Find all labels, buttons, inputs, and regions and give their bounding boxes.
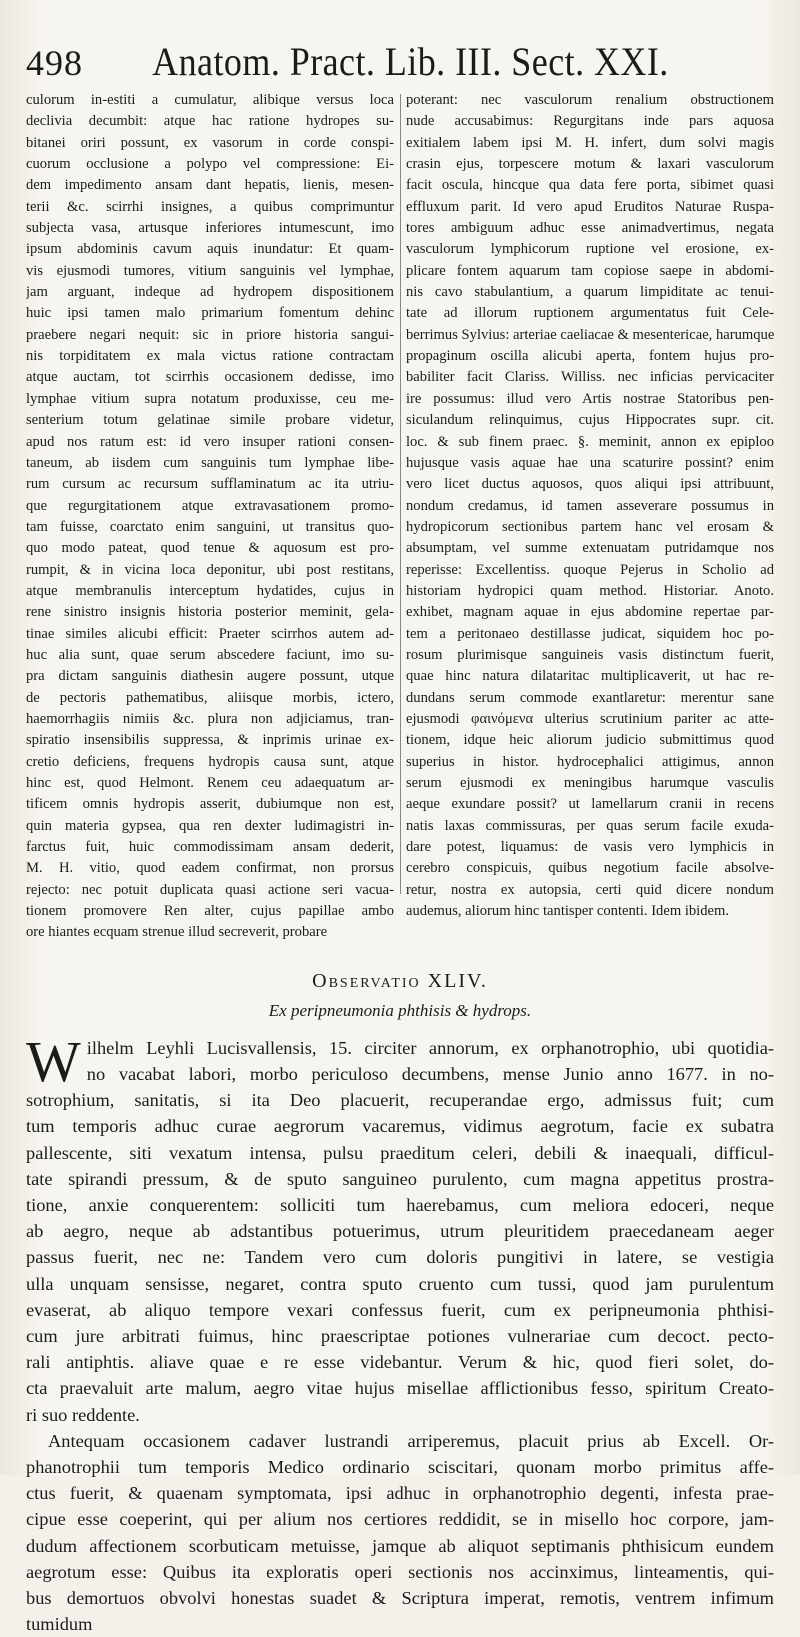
text-line: rene sinistro insignis historia posterior meminit, gela- [26, 604, 394, 621]
text-line: nondum credamus, id tamen asseverare possumus in [406, 497, 774, 514]
text-line: subjecta vasa, artusque inferiores intumescunt, imo [26, 220, 394, 237]
text-line: dudum affectionem scorbuticam metuisse, jamque ab aliquot septimanis phthisicum eundem [26, 1535, 774, 1556]
text-line: terii &c. scirrhi insignes, a quibus comprimuntur [26, 198, 394, 215]
text-line: nis torpiditatem ex mala victus ratione contractam [26, 348, 394, 365]
text-line: propaginum oscilla alicubi aperta, fontem hujus pro- [406, 348, 774, 365]
text-line: bus demortuos obvolvi honestas suadet & Scriptura imperat, remotis, ventrem infimum [26, 1588, 774, 1609]
text-line: hinc est, quod Helmont. Renem ceu adaequatum ar- [26, 775, 394, 791]
text-line: exitialem labem ipsi M. H. infert, dum solvi magis [406, 134, 774, 151]
text-line: absumptam, vel summe extenuatam putridamque nos [406, 540, 774, 557]
text-line: pallescente, siti vexatum intensa, pulsu praeditum celeri, debili & inaequali, difficul- [26, 1142, 774, 1163]
text-line: hydropicorum sectionibus partem hanc vel erosam & [406, 518, 774, 535]
text-line: huic ipsi tamen malo primarium fomentum dehinc [26, 305, 394, 322]
text-line: spiratio insensibilis suppressa, & inprimis urinae ex- [26, 732, 394, 749]
text-line: cerebro conspicuis, quibus negotium facile absolve- [406, 860, 774, 877]
text-line: rali antiphtis. aliave quae e re esse videbantur. Verum & hic, quod fieri solet, do- [26, 1352, 774, 1373]
text-line: bitanei oriri possunt, ex vasorum in corde conspi- [26, 134, 394, 151]
text-line: sotrophium, sanitatis, si ita Deo placuerit, recuperandae ergo, admissus fuit; cum [26, 1090, 774, 1111]
text-line: babiliter facit Clariss. Williss. nec inficias pervicaciter [406, 369, 774, 386]
text-line: ctus fuerit, & quaenam symptomata, ipsi adhuc in orphanotrophio degenti, infesta prae- [26, 1483, 774, 1504]
text-line: Antequam occasionem cadaver lustrandi arriperemus, placuit prius ab Excell. Or- [48, 1430, 774, 1451]
text-line: tam fuisse, coarctato enim sanguini, ut transitus quo- [26, 518, 394, 535]
text-line: poterant: nec vasculorum renalium obstructionem [406, 92, 774, 108]
text-line: ore hiantes ecquam strenue illud secreverit, probare [26, 924, 328, 941]
text-line: facit oscula, hincque qua data fere porta, sibimet quasi [406, 177, 774, 194]
text-line: ab aegro, neque ab adstantibus potuerimus, utrum pleuritidem praecedaneam aeger [26, 1221, 774, 1242]
text-line: nis cavo stabulantium, a quarum limpiditate ac tenui- [406, 284, 774, 301]
text-line: tionem promovere Ren alter, cujus papillae ambo [26, 903, 394, 920]
text-line: rumpit, & in vicina loca deponitur, ubi post restitans, [26, 561, 394, 578]
text-line: plicare fontem aquarum tam copiose saepe in abdomi- [406, 262, 774, 279]
running-title: Anatom. Pract. Lib. III. Sect. XXI. [152, 39, 669, 84]
text-line: tem a peritonaeo destillasse judicat, siquidem hoc po- [406, 625, 774, 642]
text-line: pra dictam sanguinis diathesin augere possunt, utque [26, 668, 394, 685]
text-line: declivia decumbit: atque hac ratione hydropes su- [26, 113, 394, 130]
text-line: exhibet, magnam aquae in ejus abdomine repertae par- [406, 604, 774, 621]
text-line: ilhelm Leyhli Lucisvallensis, 15. circiter annorum, ex orphanotrophio, ubi quotidia- [86, 1037, 774, 1058]
text-line: berrimus Sylvius: arteriae caeliacae & mesentericae, harumque [406, 326, 774, 343]
two-column-text [26, 90, 774, 944]
text-line: ire possumus: illud vero Artis nostrae Statoribus pen- [406, 390, 774, 407]
drop-cap: W [26, 1028, 81, 1094]
page-number: 498 [26, 43, 83, 83]
text-line: cretio deficiens, frequens hydropis causa sunt, atque [26, 753, 394, 770]
left-column [26, 90, 394, 944]
text-line: rejecto: nec potuit duplicata quasi actione seri vacua- [26, 881, 394, 898]
text-line: tionem, idque heic aliorum judicio submittimus quod [406, 732, 774, 749]
text-line: evaserat, ab aliquo tempore vexari confessus fuerit, cum ex peripneumonia phthisi- [26, 1299, 774, 1320]
text-line: haemorrhagiis nimiis &c. plura non adjiciamus, tran- [26, 710, 394, 727]
text-line: cta praevaluit arte malum, aegro vitae hujus misellae afflictionibus fesso, spiritum Creato- [26, 1378, 774, 1399]
text-line: dem impedimento ansam dant hepatis, lienis, mesen- [26, 177, 394, 194]
text-line: effluxum parit. Id vero apud Eruditos Naturae Ruspa- [406, 198, 774, 215]
text-line: ejusmodi φαινόμενα ulterius scrutinium pariter ac atte- [406, 710, 774, 727]
text-line: huc alia sunt, quae serum abscedere faciunt, imo su- [26, 646, 394, 663]
text-line: ipsum abdominis cavum aquis inundatur: Et quam- [26, 241, 394, 258]
text-line: aegrotum esse: Quibus ita exploratis operi sectionis nos accinximus, linteamentis, qui- [26, 1561, 774, 1582]
observation-title: Observatio XLIV. [312, 969, 488, 992]
text-line: senterium totum gelatinae simile probare videtur, [26, 412, 394, 429]
text-line: tumidum [26, 1614, 93, 1635]
text-line: farctus fuit, huic commodissimam ansam dederit, [26, 839, 394, 856]
text-line: atque membranulis interceptum hydatides, cujus in [26, 582, 394, 599]
text-line: hujusque vasis aquae hae una scaturire possint? enim [406, 454, 774, 471]
text-line: quo modo pateat, quod tenue & aquosum est pro- [26, 540, 394, 557]
text-line: tate ad illorum ruptionem argumentatus fuit Cele- [406, 305, 774, 322]
text-line: historiam hydropici quam method. Historiar. Anoto. [406, 582, 774, 599]
column-divider [400, 94, 401, 894]
text-line: retur, nostra ex autopsia, certi quid dicere nondum [406, 881, 774, 898]
text-line: M. H. vitio, quod eadem confirmat, non prorsus [26, 860, 394, 877]
text-line: loc. & sub finem praec. §. meminit, annon ex epiploo [406, 433, 774, 450]
text-line: jam arguant, indeque ad hydropem dispositionem [26, 284, 394, 301]
text-line: tione, anxie conquerentem: solliciti tum haerebamus, cum meliora edoceri, neque [26, 1194, 774, 1215]
text-line: tificem omnis hydropis asserit, dubiumque non est, [26, 796, 394, 813]
observation-body [26, 1028, 774, 1637]
text-line: lymphae vitium supra notatum produxisse, ceu me- [26, 390, 394, 407]
text-line: tinae similes alicubi efficit: Praeter scirrhos autem ad- [26, 625, 394, 642]
right-column [406, 90, 774, 944]
text-line: vis ejusmodi tumores, vitium sanguinis vel lymphae, [26, 262, 394, 279]
text-line: audemus, aliorum hinc tantisper contenti. Idem ibidem. [406, 903, 730, 920]
text-line: siculandum relinquimus, cujus Hippocrates supr. cit. [406, 412, 774, 429]
text-line: nude accusabimus: Regurgitans inde pars aquosa [406, 113, 774, 130]
text-line: cum jure arbitrati fuimus, hinc praescriptae potiones vulnerariae cum decoct. pecto- [26, 1325, 774, 1346]
text-line: culorum in-estiti a cumulatur, alibique versus loca [26, 92, 394, 108]
paragraph-2 [26, 1428, 774, 1637]
text-line: dundans serum commode exantlaretur: merentur sane [406, 689, 774, 706]
text-line: cuorum occlusione a polypo vel compressione: Ei- [26, 156, 394, 173]
text-line: vasculorum lymphicorum ruptione vel erosione, ex- [406, 241, 774, 258]
text-line: que regurgitationem atque extravasationem promo- [26, 497, 394, 514]
text-line: apud nos ratum est: id vero insuper rationi consen- [26, 433, 394, 450]
text-line: tum temporis adhuc curae aegrorum vacaremus, vidimus aegrotum, facie ex subatra [26, 1116, 774, 1137]
text-line: quae hinc natura dilataritac multiplicaverit, ut hac re- [406, 668, 774, 685]
text-line: de pectoris pathematibus, aliisque morbis, ictero, [26, 689, 394, 706]
text-line: serum ejusmodi ex meningibus harumque vasculis [406, 775, 774, 791]
text-line: superius in histor. hydrocephalici attigimus, annon [406, 753, 774, 770]
text-line: no vacabat labori, morbo periculoso decumbens, mense Junio anno 1677. in no- [86, 1063, 774, 1084]
text-line: rosum plurimisque sanguineis vasis distinctum fuerit, [406, 646, 774, 663]
text-line: ulla unquam sensisse, negaret, contra sputo cruento cum tussi, quod jam purulentum [26, 1273, 774, 1294]
text-line: ri suo reddente. [26, 1404, 140, 1425]
text-line: atque auctam, tot scirrhis occasionem dedisse, imo [26, 369, 394, 386]
paragraph-1 [26, 1028, 774, 1428]
text-line: phanotrophii tum temporis Medico ordinario sciscitari, quonam morbo primitus affe- [26, 1457, 774, 1477]
text-line: dare potest, liquamus: de vasis vero lymphicis in [406, 839, 774, 856]
text-line: cipue esse coeperint, qui per alium nos certiores reddidit, se in misello hoc corpore, jam- [26, 1509, 774, 1530]
observation-subtitle: Ex peripneumonia phthisis & hydrops. [268, 1000, 532, 1020]
text-line: crasin ejus, torpescere motum & laxari vasculorum [406, 156, 774, 173]
text-line: tores ambiguum adhuc esse animadvertimus, negata [406, 220, 774, 237]
text-line: natis laxas commissuras, per quas serum facile exuda- [406, 817, 774, 834]
text-line: praebere negari nequit: sic in priore historia sangui- [26, 326, 394, 343]
text-line: quin materia gypsea, qua ren dexter ludimagistri in- [26, 817, 394, 834]
text-line: vero licet ductus aquosos, quos aliqui ipsi attribuunt, [406, 476, 774, 493]
text-line: aeque exundare possit? ut lamellarum cranii in recens [406, 796, 774, 813]
text-line: tate spirandi pressum, & de sputo sanguineo purulento, cum magna appetitus prostra- [26, 1168, 774, 1189]
page-header [26, 38, 774, 90]
text-line: reperisse: Excellentiss. quoque Pejerus in Scholio ad [406, 561, 774, 578]
text-line: taneum, ab iisdem cum sanguinis tum lymphae libe- [26, 454, 394, 471]
text-line: rum cursum ac recursum sufflaminatum ac ita utriu- [26, 476, 394, 493]
text-line: passus fuerit, nec ne: Tandem vero cum doloris pungitivi in latere, se vestigia [26, 1247, 774, 1268]
